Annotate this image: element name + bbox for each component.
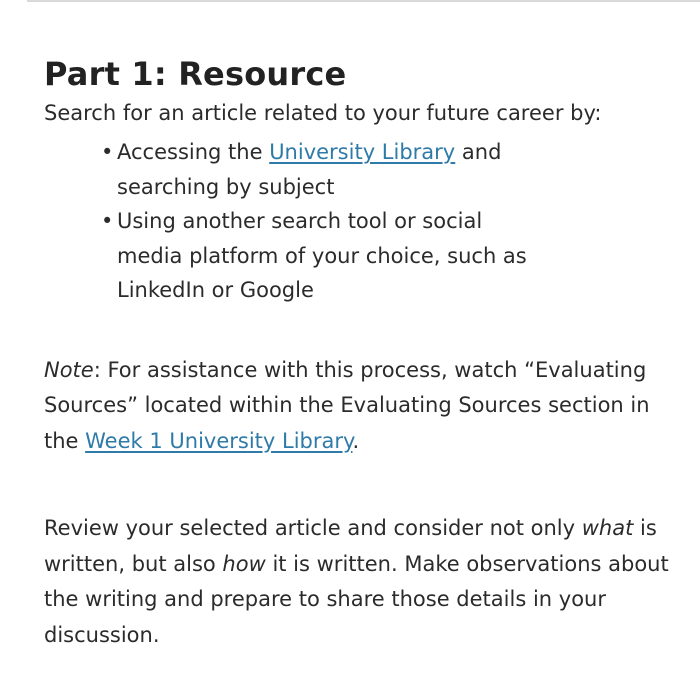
week1-library-link[interactable]: Week 1 University Library [85, 428, 353, 453]
intro-text: Search for an article related to your future career by: [44, 101, 602, 125]
list-item: • Using another search tool or social media platform of your choice, such as LinkedIn or Google [117, 204, 537, 308]
assignment-section [44, 52, 684, 653]
bullet-icon: • [101, 209, 114, 233]
emphasis-what: what [581, 516, 634, 540]
search-methods-list [44, 135, 537, 308]
note-label: Note [44, 357, 94, 382]
university-library-link[interactable]: University Library [269, 140, 456, 164]
review-paragraph: Review your selected article and consider not only what is written, but also how it is written. Make observations about the writing and prepare to share those details in your discussion. [44, 516, 669, 647]
section-heading: Part 1: Resource [44, 55, 347, 93]
note-paragraph: Note: For assistance with this process, watch “Evaluating Sources” located within the Evaluating Sources section in the Week 1 University Library. [44, 357, 650, 453]
bullet-icon: • [101, 140, 114, 164]
emphasis-how: how [222, 551, 266, 576]
list-item: • Accessing the University Library and searching by subject [117, 135, 537, 204]
top-divider [27, 0, 700, 2]
